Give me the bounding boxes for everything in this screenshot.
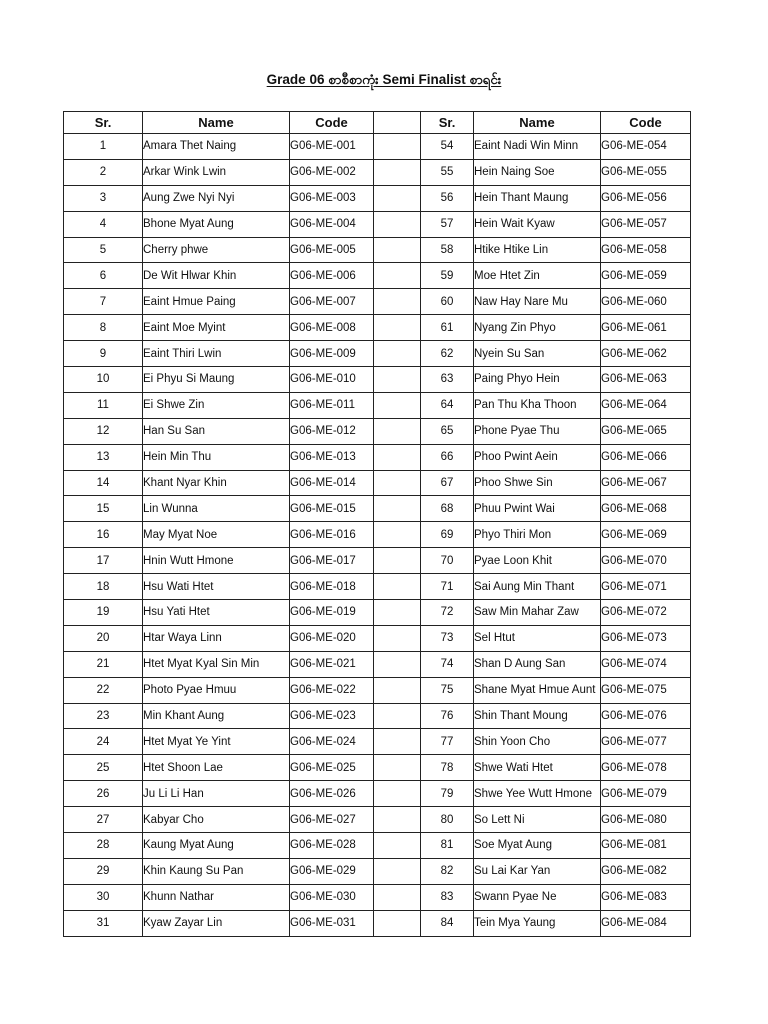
code-cell: G06-ME-001 xyxy=(290,134,374,160)
spacer-cell xyxy=(374,781,421,807)
header-code-left: Code xyxy=(290,112,374,134)
name-cell: Ei Shwe Zin xyxy=(143,392,290,418)
name-cell: Su Lai Kar Yan xyxy=(474,858,601,884)
table-row xyxy=(64,341,691,367)
table-row xyxy=(64,315,691,341)
sr-cell: 56 xyxy=(421,185,474,211)
name-cell: Cherry phwe xyxy=(143,237,290,263)
name-cell: Hsu Wati Htet xyxy=(143,574,290,600)
sr-cell: 14 xyxy=(64,470,143,496)
table-row xyxy=(64,729,691,755)
spacer-cell xyxy=(374,858,421,884)
spacer-cell xyxy=(374,315,421,341)
spacer-cell xyxy=(374,548,421,574)
name-cell: Min Khant Aung xyxy=(143,703,290,729)
table-row xyxy=(64,263,691,289)
sr-cell: 11 xyxy=(64,392,143,418)
name-cell: May Myat Noe xyxy=(143,522,290,548)
name-cell: Paing Phyo Hein xyxy=(474,367,601,393)
table-row xyxy=(64,392,691,418)
name-cell: Pan Thu Kha Thoon xyxy=(474,392,601,418)
spacer-cell xyxy=(374,263,421,289)
code-cell: G06-ME-031 xyxy=(290,910,374,936)
code-cell: G06-ME-013 xyxy=(290,444,374,470)
sr-cell: 19 xyxy=(64,600,143,626)
sr-cell: 27 xyxy=(64,807,143,833)
name-cell: Khunn Nathar xyxy=(143,884,290,910)
table-row xyxy=(64,858,691,884)
name-cell: Soe Myat Aung xyxy=(474,833,601,859)
name-cell: Phoo Pwint Aein xyxy=(474,444,601,470)
sr-cell: 10 xyxy=(64,367,143,393)
name-cell: Sel Htut xyxy=(474,625,601,651)
spacer-cell xyxy=(374,625,421,651)
spacer-cell xyxy=(374,341,421,367)
finalist-table xyxy=(63,111,691,937)
sr-cell: 31 xyxy=(64,910,143,936)
code-cell: G06-ME-059 xyxy=(601,263,691,289)
table-row xyxy=(64,781,691,807)
header-name-left: Name xyxy=(143,112,290,134)
spacer-cell xyxy=(374,444,421,470)
code-cell: G06-ME-056 xyxy=(601,185,691,211)
sr-cell: 79 xyxy=(421,781,474,807)
name-cell: Ei Phyu Si Maung xyxy=(143,367,290,393)
code-cell: G06-ME-019 xyxy=(290,600,374,626)
sr-cell: 21 xyxy=(64,651,143,677)
table-row xyxy=(64,185,691,211)
sr-cell: 70 xyxy=(421,548,474,574)
sr-cell: 63 xyxy=(421,367,474,393)
sr-cell: 8 xyxy=(64,315,143,341)
table-row xyxy=(64,134,691,160)
name-cell: Ju Li Li Han xyxy=(143,781,290,807)
code-cell: G06-ME-015 xyxy=(290,496,374,522)
sr-cell: 73 xyxy=(421,625,474,651)
code-cell: G06-ME-009 xyxy=(290,341,374,367)
code-cell: G06-ME-004 xyxy=(290,211,374,237)
name-cell: Khant Nyar Khin xyxy=(143,470,290,496)
sr-cell: 64 xyxy=(421,392,474,418)
name-cell: Han Su San xyxy=(143,418,290,444)
code-cell: G06-ME-020 xyxy=(290,625,374,651)
name-cell: Eaint Hmue Paing xyxy=(143,289,290,315)
name-cell: Saw Min Mahar Zaw xyxy=(474,600,601,626)
code-cell: G06-ME-024 xyxy=(290,729,374,755)
spacer-cell xyxy=(374,289,421,315)
sr-cell: 60 xyxy=(421,289,474,315)
code-cell: G06-ME-070 xyxy=(601,548,691,574)
spacer-cell xyxy=(374,470,421,496)
spacer-cell xyxy=(374,703,421,729)
table-row xyxy=(64,600,691,626)
table-row xyxy=(64,496,691,522)
spacer-cell xyxy=(374,910,421,936)
name-cell: So Lett Ni xyxy=(474,807,601,833)
code-cell: G06-ME-028 xyxy=(290,833,374,859)
table-row xyxy=(64,677,691,703)
spacer-cell xyxy=(374,651,421,677)
name-cell: Eaint Thiri Lwin xyxy=(143,341,290,367)
sr-cell: 2 xyxy=(64,159,143,185)
sr-cell: 62 xyxy=(421,341,474,367)
table-row xyxy=(64,522,691,548)
sr-cell: 59 xyxy=(421,263,474,289)
code-cell: G06-ME-074 xyxy=(601,651,691,677)
name-cell: Naw Hay Nare Mu xyxy=(474,289,601,315)
sr-cell: 12 xyxy=(64,418,143,444)
table-row xyxy=(64,211,691,237)
header-sr-right: Sr. xyxy=(421,112,474,134)
name-cell: Phyo Thiri Mon xyxy=(474,522,601,548)
sr-cell: 4 xyxy=(64,211,143,237)
spacer-cell xyxy=(374,159,421,185)
code-cell: G06-ME-054 xyxy=(601,134,691,160)
spacer-cell xyxy=(374,211,421,237)
name-cell: Phone Pyae Thu xyxy=(474,418,601,444)
sr-cell: 66 xyxy=(421,444,474,470)
code-cell: G06-ME-065 xyxy=(601,418,691,444)
sr-cell: 18 xyxy=(64,574,143,600)
sr-cell: 72 xyxy=(421,600,474,626)
code-cell: G06-ME-021 xyxy=(290,651,374,677)
page-title xyxy=(0,71,768,91)
table-row xyxy=(64,548,691,574)
name-cell: Kabyar Cho xyxy=(143,807,290,833)
code-cell: G06-ME-066 xyxy=(601,444,691,470)
sr-cell: 1 xyxy=(64,134,143,160)
code-cell: G06-ME-077 xyxy=(601,729,691,755)
sr-cell: 26 xyxy=(64,781,143,807)
code-cell: G06-ME-030 xyxy=(290,884,374,910)
table-body xyxy=(64,134,691,937)
spacer-cell xyxy=(374,237,421,263)
code-cell: G06-ME-078 xyxy=(601,755,691,781)
spacer-cell xyxy=(374,496,421,522)
code-cell: G06-ME-083 xyxy=(601,884,691,910)
code-cell: G06-ME-018 xyxy=(290,574,374,600)
code-cell: G06-ME-068 xyxy=(601,496,691,522)
spacer-cell xyxy=(374,729,421,755)
spacer-cell xyxy=(374,185,421,211)
sr-cell: 17 xyxy=(64,548,143,574)
table-row xyxy=(64,884,691,910)
sr-cell: 9 xyxy=(64,341,143,367)
table-row xyxy=(64,418,691,444)
code-cell: G06-ME-002 xyxy=(290,159,374,185)
name-cell: Hsu Yati Htet xyxy=(143,600,290,626)
code-cell: G06-ME-076 xyxy=(601,703,691,729)
code-cell: G06-ME-006 xyxy=(290,263,374,289)
name-cell: Tein Mya Yaung xyxy=(474,910,601,936)
code-cell: G06-ME-008 xyxy=(290,315,374,341)
spacer-cell xyxy=(374,807,421,833)
sr-cell: 28 xyxy=(64,833,143,859)
name-cell: Hnin Wutt Hmone xyxy=(143,548,290,574)
spacer-cell xyxy=(374,392,421,418)
code-cell: G06-ME-060 xyxy=(601,289,691,315)
spacer-cell xyxy=(374,600,421,626)
sr-cell: 15 xyxy=(64,496,143,522)
code-cell: G06-ME-022 xyxy=(290,677,374,703)
code-cell: G06-ME-082 xyxy=(601,858,691,884)
name-cell: Nyang Zin Phyo xyxy=(474,315,601,341)
spacer-cell xyxy=(374,574,421,600)
sr-cell: 75 xyxy=(421,677,474,703)
sr-cell: 69 xyxy=(421,522,474,548)
code-cell: G06-ME-080 xyxy=(601,807,691,833)
code-cell: G06-ME-064 xyxy=(601,392,691,418)
code-cell: G06-ME-005 xyxy=(290,237,374,263)
name-cell: Nyein Su San xyxy=(474,341,601,367)
spacer-cell xyxy=(374,677,421,703)
header-name-right: Name xyxy=(474,112,601,134)
sr-cell: 83 xyxy=(421,884,474,910)
code-cell: G06-ME-014 xyxy=(290,470,374,496)
table-row xyxy=(64,703,691,729)
table-header-row xyxy=(64,112,691,134)
sr-cell: 23 xyxy=(64,703,143,729)
sr-cell: 7 xyxy=(64,289,143,315)
code-cell: G06-ME-069 xyxy=(601,522,691,548)
sr-cell: 30 xyxy=(64,884,143,910)
name-cell: Hein Wait Kyaw xyxy=(474,211,601,237)
code-cell: G06-ME-023 xyxy=(290,703,374,729)
table-row xyxy=(64,444,691,470)
sr-cell: 82 xyxy=(421,858,474,884)
name-cell: Kyaw Zayar Lin xyxy=(143,910,290,936)
name-cell: Htar Waya Linn xyxy=(143,625,290,651)
code-cell: G06-ME-011 xyxy=(290,392,374,418)
page-title-text: Grade 06 စာစီစာကုံး Semi Finalist စာရင်း xyxy=(266,72,502,87)
sr-cell: 74 xyxy=(421,651,474,677)
table-row xyxy=(64,625,691,651)
sr-cell: 76 xyxy=(421,703,474,729)
sr-cell: 80 xyxy=(421,807,474,833)
name-cell: Lin Wunna xyxy=(143,496,290,522)
code-cell: G06-ME-007 xyxy=(290,289,374,315)
code-cell: G06-ME-081 xyxy=(601,833,691,859)
table-row xyxy=(64,367,691,393)
code-cell: G06-ME-027 xyxy=(290,807,374,833)
spacer-cell xyxy=(374,367,421,393)
name-cell: Sai Aung Min Thant xyxy=(474,574,601,600)
code-cell: G06-ME-061 xyxy=(601,315,691,341)
code-cell: G06-ME-003 xyxy=(290,185,374,211)
sr-cell: 55 xyxy=(421,159,474,185)
name-cell: Swann Pyae Ne xyxy=(474,884,601,910)
name-cell: De Wit Hlwar Khin xyxy=(143,263,290,289)
sr-cell: 81 xyxy=(421,833,474,859)
code-cell: G06-ME-084 xyxy=(601,910,691,936)
sr-cell: 68 xyxy=(421,496,474,522)
sr-cell: 78 xyxy=(421,755,474,781)
sr-cell: 65 xyxy=(421,418,474,444)
table-row xyxy=(64,237,691,263)
spacer-cell xyxy=(374,522,421,548)
sr-cell: 5 xyxy=(64,237,143,263)
name-cell: Shan D Aung San xyxy=(474,651,601,677)
sr-cell: 3 xyxy=(64,185,143,211)
code-cell: G06-ME-016 xyxy=(290,522,374,548)
sr-cell: 61 xyxy=(421,315,474,341)
name-cell: Moe Htet Zin xyxy=(474,263,601,289)
header-code-right: Code xyxy=(601,112,691,134)
name-cell: Htet Myat Kyal Sin Min xyxy=(143,651,290,677)
table-row xyxy=(64,833,691,859)
name-cell: Shin Thant Moung xyxy=(474,703,601,729)
sr-cell: 24 xyxy=(64,729,143,755)
sr-cell: 54 xyxy=(421,134,474,160)
spacer-cell xyxy=(374,833,421,859)
table-row xyxy=(64,910,691,936)
sr-cell: 57 xyxy=(421,211,474,237)
name-cell: Phuu Pwint Wai xyxy=(474,496,601,522)
code-cell: G06-ME-067 xyxy=(601,470,691,496)
header-sr-left: Sr. xyxy=(64,112,143,134)
sr-cell: 13 xyxy=(64,444,143,470)
name-cell: Kaung Myat Aung xyxy=(143,833,290,859)
code-cell: G06-ME-055 xyxy=(601,159,691,185)
code-cell: G06-ME-058 xyxy=(601,237,691,263)
sr-cell: 6 xyxy=(64,263,143,289)
sr-cell: 77 xyxy=(421,729,474,755)
table-row xyxy=(64,651,691,677)
code-cell: G06-ME-029 xyxy=(290,858,374,884)
table-row xyxy=(64,574,691,600)
name-cell: Htike Htike Lin xyxy=(474,237,601,263)
table-row xyxy=(64,470,691,496)
name-cell: Photo Pyae Hmuu xyxy=(143,677,290,703)
name-cell: Phoo Shwe Sin xyxy=(474,470,601,496)
name-cell: Eaint Nadi Win Minn xyxy=(474,134,601,160)
sr-cell: 29 xyxy=(64,858,143,884)
sr-cell: 22 xyxy=(64,677,143,703)
code-cell: G06-ME-017 xyxy=(290,548,374,574)
code-cell: G06-ME-062 xyxy=(601,341,691,367)
code-cell: G06-ME-073 xyxy=(601,625,691,651)
sr-cell: 67 xyxy=(421,470,474,496)
name-cell: Aung Zwe Nyi Nyi xyxy=(143,185,290,211)
spacer-cell xyxy=(374,418,421,444)
name-cell: Bhone Myat Aung xyxy=(143,211,290,237)
code-cell: G06-ME-025 xyxy=(290,755,374,781)
sr-cell: 16 xyxy=(64,522,143,548)
sr-cell: 25 xyxy=(64,755,143,781)
header-spacer xyxy=(374,112,421,134)
name-cell: Hein Naing Soe xyxy=(474,159,601,185)
name-cell: Hein Min Thu xyxy=(143,444,290,470)
sr-cell: 58 xyxy=(421,237,474,263)
code-cell: G06-ME-075 xyxy=(601,677,691,703)
name-cell: Htet Myat Ye Yint xyxy=(143,729,290,755)
table-row xyxy=(64,289,691,315)
spacer-cell xyxy=(374,134,421,160)
name-cell: Khin Kaung Su Pan xyxy=(143,858,290,884)
sr-cell: 20 xyxy=(64,625,143,651)
code-cell: G06-ME-079 xyxy=(601,781,691,807)
code-cell: G06-ME-057 xyxy=(601,211,691,237)
table-row xyxy=(64,755,691,781)
name-cell: Shane Myat Hmue Aunt xyxy=(474,677,601,703)
name-cell: Arkar Wink Lwin xyxy=(143,159,290,185)
name-cell: Shwe Yee Wutt Hmone xyxy=(474,781,601,807)
spacer-cell xyxy=(374,755,421,781)
name-cell: Htet Shoon Lae xyxy=(143,755,290,781)
name-cell: Eaint Moe Myint xyxy=(143,315,290,341)
code-cell: G06-ME-010 xyxy=(290,367,374,393)
code-cell: G06-ME-012 xyxy=(290,418,374,444)
name-cell: Amara Thet Naing xyxy=(143,134,290,160)
spacer-cell xyxy=(374,884,421,910)
name-cell: Pyae Loon Khit xyxy=(474,548,601,574)
name-cell: Shin Yoon Cho xyxy=(474,729,601,755)
table-row xyxy=(64,807,691,833)
code-cell: G06-ME-072 xyxy=(601,600,691,626)
sr-cell: 71 xyxy=(421,574,474,600)
code-cell: G06-ME-063 xyxy=(601,367,691,393)
name-cell: Hein Thant Maung xyxy=(474,185,601,211)
name-cell: Shwe Wati Htet xyxy=(474,755,601,781)
code-cell: G06-ME-071 xyxy=(601,574,691,600)
sr-cell: 84 xyxy=(421,910,474,936)
code-cell: G06-ME-026 xyxy=(290,781,374,807)
table-row xyxy=(64,159,691,185)
